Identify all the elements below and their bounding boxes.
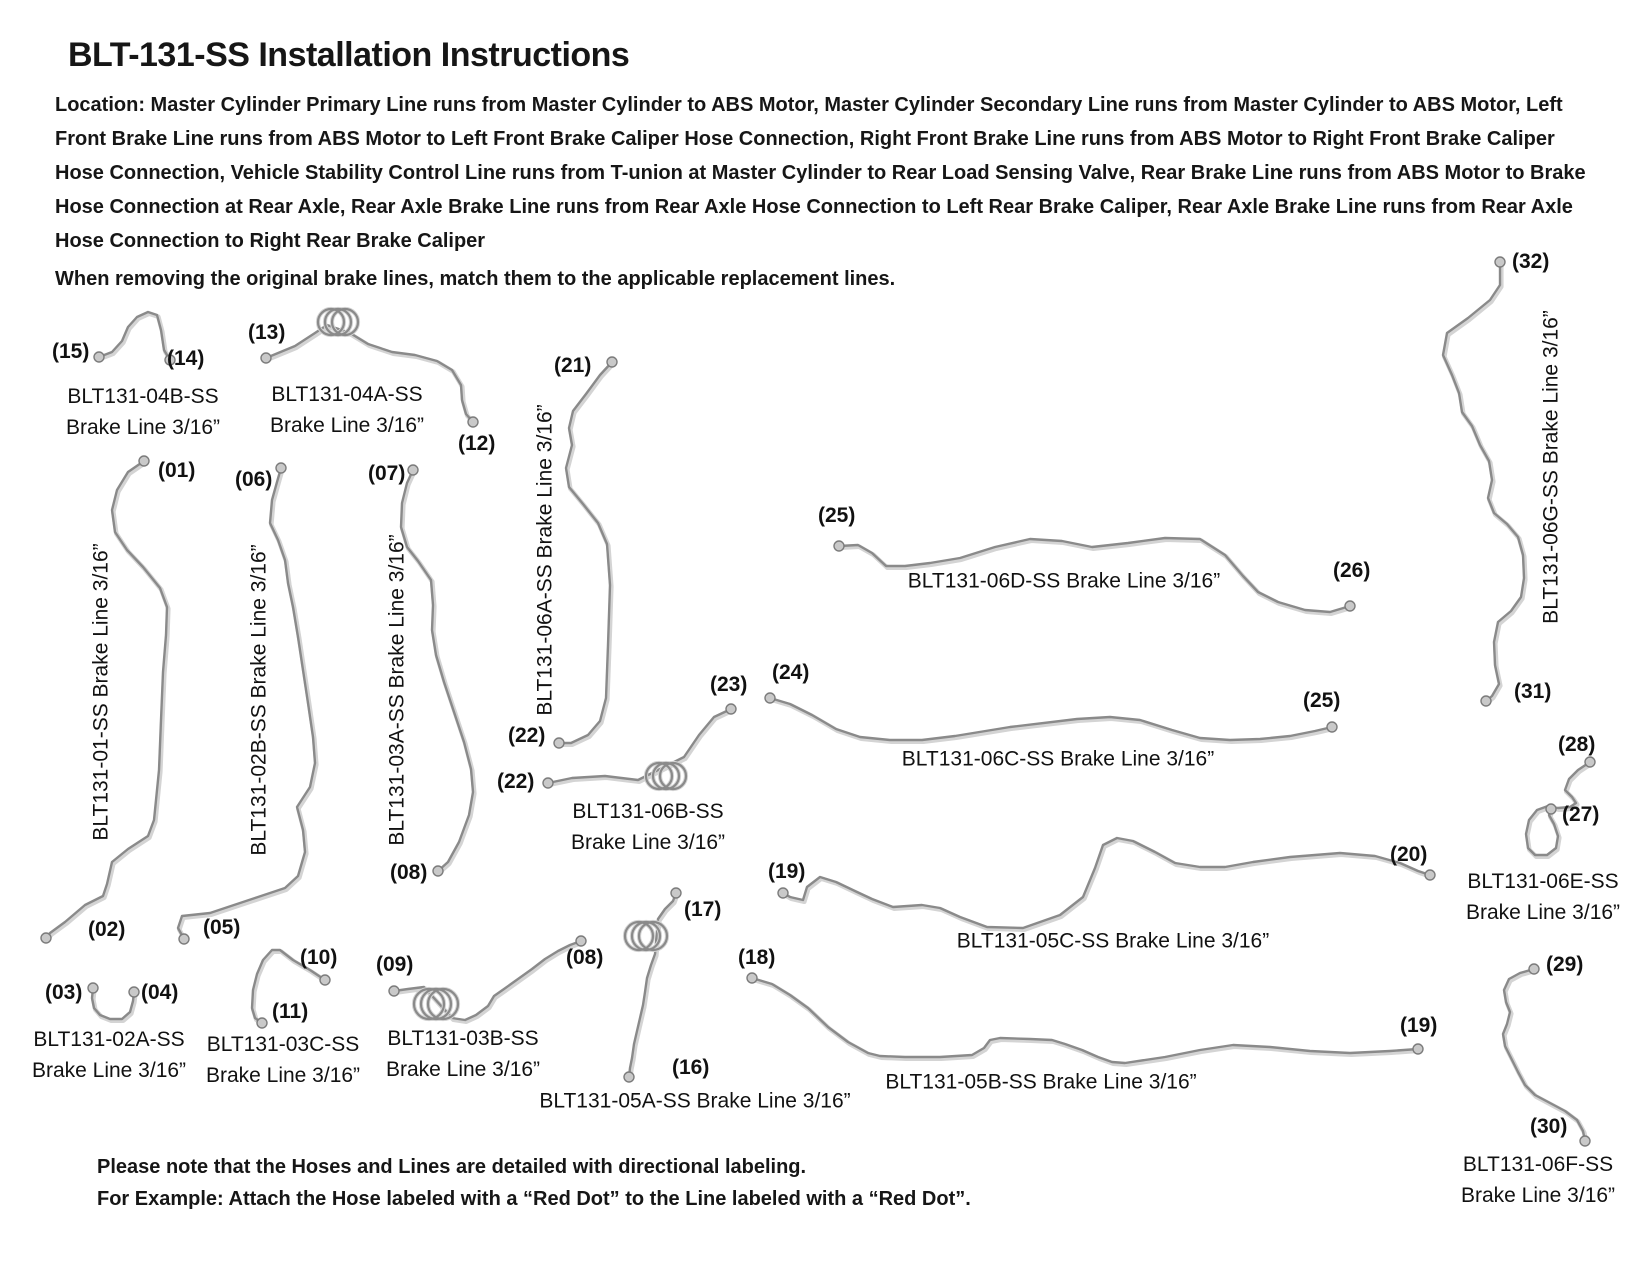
callout-blt131-05b: (18) [738,946,776,969]
fitting-icon [94,352,104,362]
part-label-blt131-06e: BLT131-06E-SS Brake Line 3/16” [1465,870,1621,924]
part-label-blt131-01: BLT131-01-SS Brake Line 3/16” [89,543,113,841]
tube [1443,262,1524,701]
fitting-icon [129,987,139,997]
footer-note-line1: Please note that the Hoses and Lines are detailed with directional labeling. [97,1156,807,1178]
brake-line-blt131-02b [178,463,316,944]
brake-line-blt131-02a [88,983,139,1021]
tube-shadow [840,540,1351,614]
fitting-icon [1529,964,1539,974]
fitting-icon [1327,722,1337,732]
brake-line-blt131-06d [834,538,1355,614]
callout-blt131-06d: (25) [818,504,856,527]
callout-blt131-06c: (24) [772,661,810,684]
fitting-icon [165,355,175,365]
part-label-blt131-02a: BLT131-02A-SS Brake Line 3/16” [31,1028,187,1082]
part-label-blt131-05a: BLT131-05A-SS Brake Line 3/16” [539,1089,851,1113]
fitting-icon [1580,1136,1590,1146]
callout-blt131-03a: (08) [390,861,428,884]
callout-blt131-04b: (14) [167,347,205,370]
fitting-icon [726,704,736,714]
callout-blt131-06g: (32) [1512,250,1550,273]
brake-line-blt131-06g [1443,257,1525,706]
tube [783,838,1430,928]
fitting-icon [41,933,51,943]
tube [752,978,1418,1063]
brake-line-blt131-05a [624,888,681,1082]
part-label-blt131-03c: BLT131-03C-SS Brake Line 3/16” [205,1033,361,1087]
brake-line-blt131-03c [252,950,330,1028]
callout-blt131-02a: (03) [45,981,83,1004]
callout-blt131-06a: (22) [508,724,546,747]
brake-line-blt131-03b [389,936,586,1022]
tube-shadow [47,463,168,940]
part-label-blt131-06c: BLT131-06C-SS Brake Line 3/16” [901,747,1215,771]
tube-shadow [179,470,316,941]
brake-line-blt131-06a [554,357,617,748]
callout-blt131-01: (02) [88,918,126,941]
callout-blt131-06e: (27) [1562,803,1600,826]
part-label-blt131-06a: BLT131-06A-SS Brake Line 3/16” [533,404,557,716]
callout-blt131-03b: (09) [376,953,414,976]
brake-line-blt131-06e [1526,757,1595,857]
tube [770,698,1332,740]
fitting-icon [671,888,681,898]
part-label-blt131-04b: BLT131-04B-SS Brake Line 3/16” [65,385,221,439]
callout-blt131-06g: (31) [1514,680,1552,703]
fitting-icon [1546,804,1556,814]
callout-blt131-06a: (21) [554,354,592,377]
tube-shadow [549,711,732,785]
tube [252,950,325,1023]
tube [1526,762,1590,855]
fitting-icon [320,975,330,985]
fitting-icon [543,778,553,788]
callout-blt131-05a: (17) [684,898,722,921]
part-label-blt131-06b: BLT131-06B-SS Brake Line 3/16” [570,800,726,854]
callout-blt131-06f: (29) [1546,953,1584,976]
callout-blt131-05a: (16) [672,1056,710,1079]
fitting-icon [747,973,757,983]
brake-line-blt131-05c [778,838,1435,930]
callout-blt131-01: (01) [158,459,196,482]
fitting-icon [257,1018,267,1028]
fitting-icon [1413,1044,1423,1054]
fitting-icon [624,1072,634,1082]
tube-shadow [1444,264,1525,703]
fitting-icon [1585,757,1595,767]
callout-blt131-03a: (07) [368,462,406,485]
brake-line-blt131-04b [94,312,175,365]
callout-blt131-03c: (11) [272,1000,309,1023]
part-label-blt131-03a: BLT131-03A-SS Brake Line 3/16” [385,534,409,846]
part-label-blt131-06f: BLT131-06F-SS Brake Line 3/16” [1460,1153,1616,1207]
fitting-icon [1345,601,1355,611]
fitting-icon [433,866,443,876]
tube-shadow [253,952,326,1025]
brake-line-blt131-03a [401,465,474,876]
callout-blt131-05c: (20) [1390,843,1428,866]
fitting-icon [408,465,418,475]
fitting-icon [139,456,149,466]
callout-blt131-05c: (19) [768,860,806,883]
callout-blt131-04a: (12) [458,432,496,455]
tube [99,312,170,360]
location-paragraph: Location: Master Cylinder Primary Line runs from Master Cylinder to ABS Motor, Master Cylinder Secondary Line runs from Master Cylinder to ABS Motor, Left Front Brake Line runs from ABS Motor to Left Front Brake Caliper Hose Connection, Right Front Brake Line runs from ABS Motor to Right Front Brake Caliper Hose Connection, Vehicle Stability Control Line runs from T-union at Master Cylinder to Rear Load Sensing Valve, Rear Brake Line runs from ABS Motor to Brake Hose Connection at Rear Axle, Rear Axle Brake Line runs from Rear Axle Hose Connection to Left Rear Brake Caliper, Rear Axle Brake Line runs from Rear Axle Hose Connection to Right Rear Brake Caliper [55,94,1586,252]
tube [46,461,167,938]
tube [178,468,315,939]
brake-line-blt131-01 [41,456,168,943]
brake-line-blt131-06f [1503,964,1590,1146]
callout-blt131-04b: (15) [52,340,90,363]
fitting-icon [261,353,271,363]
callout-blt131-03b: (08) [566,946,604,969]
fitting-icon [834,541,844,551]
fitting-icon [179,934,189,944]
callout-blt131-02a: (04) [141,981,179,1004]
fitting-icon [1495,257,1505,267]
tube-shadow [402,472,474,873]
part-label-blt131-03b: BLT131-03B-SS Brake Line 3/16” [385,1027,541,1081]
removal-note: When removing the original brake lines, match them to the applicable replacement lines. [55,268,896,290]
part-label-blt131-04a: BLT131-04A-SS Brake Line 3/16” [269,383,425,437]
fitting-icon [576,936,586,946]
callout-blt131-06b: (22) [497,770,535,793]
callout-blt131-02b: (06) [235,468,273,491]
callout-blt131-02b: (05) [203,916,241,939]
part-label-blt131-06g: BLT131-06G-SS Brake Line 3/16” [1539,310,1563,624]
page-title: BLT-131-SS Installation Instructions [68,36,630,74]
fitting-icon [389,986,399,996]
fitting-icon [1481,696,1491,706]
callout-blt131-05b: (19) [1400,1014,1438,1037]
tube [401,470,473,871]
fitting-icon [765,693,775,703]
footer-note-line2: For Example: Attach the Hose labeled with a “Red Dot” to the Line labeled with a “Red Dot”. [97,1188,971,1210]
brake-line-blt131-05b [747,973,1423,1065]
tube-shadow [267,327,474,424]
fitting-icon [1425,870,1435,880]
brake-line-blt131-06c [765,693,1337,742]
tube [548,709,731,783]
part-label-blt131-02b: BLT131-02B-SS Brake Line 3/16” [247,544,271,856]
callout-blt131-06e: (28) [1558,733,1596,756]
tube [266,325,473,422]
brake-line-blt131-04a [261,309,478,427]
fitting-icon [276,463,286,473]
tube [559,362,612,743]
fitting-icon [607,357,617,367]
callout-blt131-06d: (26) [1333,559,1371,582]
callout-blt131-06f: (30) [1530,1115,1568,1138]
fitting-icon [468,417,478,427]
fitting-icon [554,738,564,748]
part-label-blt131-05c: BLT131-05C-SS Brake Line 3/16” [956,929,1270,953]
coil-icon [421,989,451,1019]
fitting-icon [778,888,788,898]
callout-blt131-03c: (10) [300,946,338,969]
fitting-icon [88,983,98,993]
part-label-blt131-05b: BLT131-05B-SS Brake Line 3/16” [885,1070,1197,1094]
callout-blt131-06b: (23) [710,673,748,696]
part-label-blt131-06d: BLT131-06D-SS Brake Line 3/16” [907,569,1221,593]
callout-blt131-04a: (13) [248,321,286,344]
tube [92,988,134,1019]
callout-blt131-06c: (25) [1303,689,1341,712]
tube-shadow [100,314,171,362]
